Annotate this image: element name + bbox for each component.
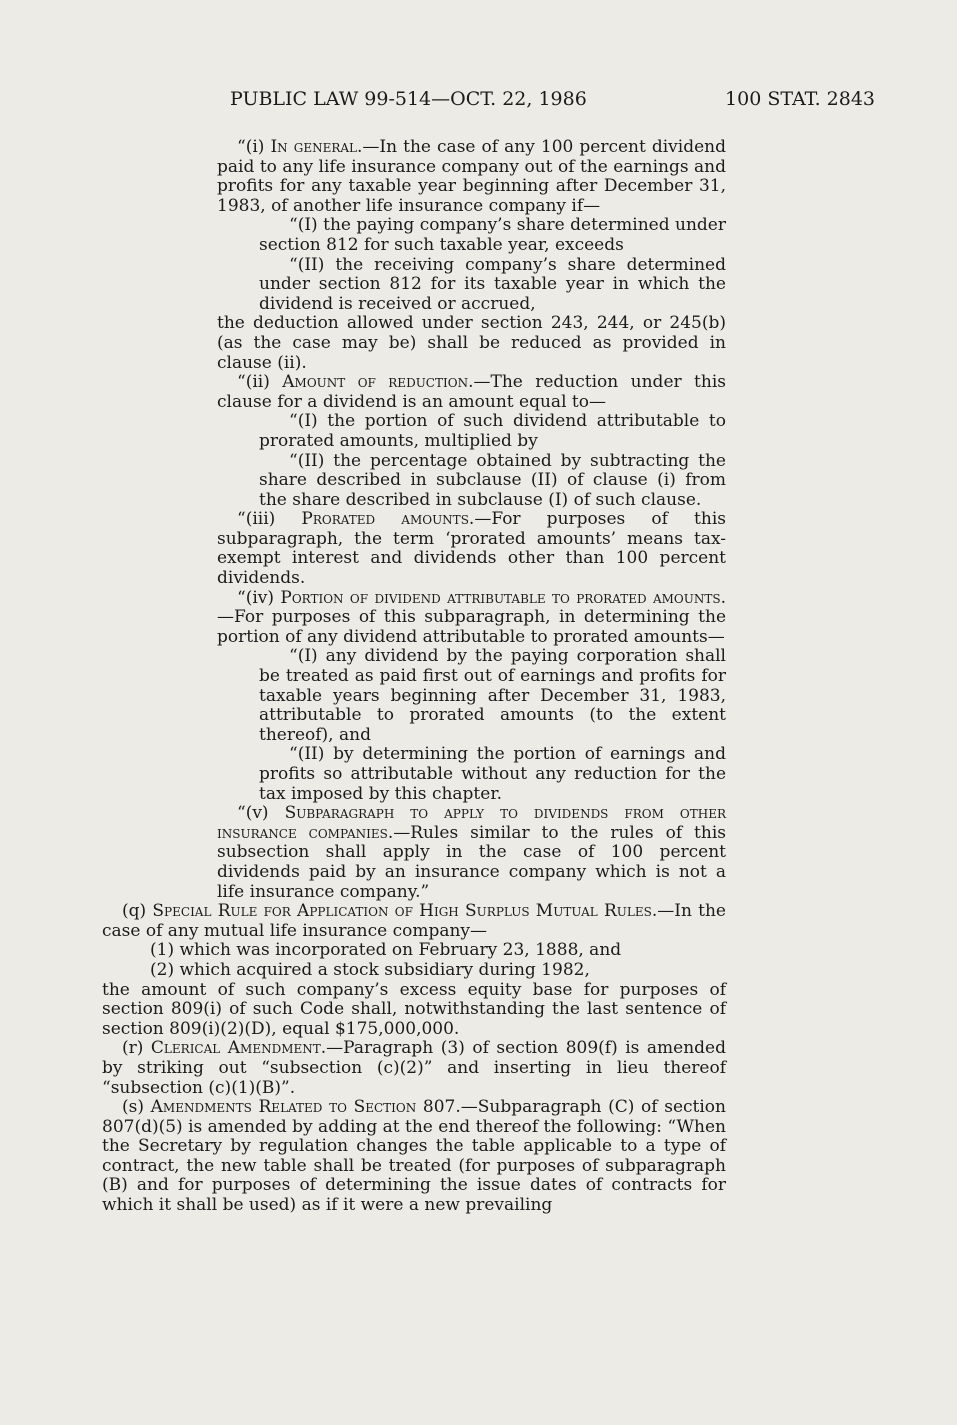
clause-iii: “(iii) Prorated amounts.—For purposes of this subparagraph, the term ‘prorated amounts’ means tax-exempt interest and dividends other than 100 percent dividends.	[217, 509, 727, 589]
clause-v-heading: Subparagraph to apply to dividends from other insurance companies	[217, 803, 726, 843]
clause-iv-heading: Portion of dividend attributable to prorated amounts	[280, 587, 721, 608]
clause-ii-subclause-II: “(II) the percentage obtained by subtracting the share described in subclause (II) of clause (i) from the share described in subclause (I) of such clause.	[259, 450, 726, 510]
clause-ii-heading: Amount of reduction	[282, 372, 469, 393]
subsection-q-continuation: the amount of such company’s excess equity base for purposes of section 809(i) of such Code shall, notwithstanding the last sentence of section 809(i)(2)(D), equal $175,000,000.	[102, 979, 726, 1039]
subsection-r: (r) Clerical Amendment.—Paragraph (3) of section 809(f) is amended by striking out “subsection (c)(2)” and inserting in lieu thereof “subsection (c)(1)(B)”.	[102, 1038, 727, 1098]
subsection-r-heading: Clerical Amendment	[150, 1038, 321, 1059]
clause-i-heading: In general	[270, 137, 358, 157]
subsection-q: (q) Special Rule for Application of High Surplus Mutual Rules.—In the case of any mutual life insurance company—	[102, 901, 726, 941]
clause-ii-subclause-I: “(I) the portion of such dividend attributable to prorated amounts, multiplied by	[259, 411, 726, 451]
clause-i-subclause-I: “(I) the paying company’s share determined under section 812 for such taxable year, exceeds	[259, 215, 726, 255]
clause-i-continuation: the deduction allowed under section 243, 244, or 245(b) (as the case may be) shall be reduced as provided in clause (ii).	[217, 313, 726, 373]
subsection-s: (s) Amendments Related to Section 807.—Subparagraph (C) of section 807(d)(5) is amended by adding at the end thereof the following: “When the Secretary by regulation changes the table applicable to a type of contract, the new table shall be treated (for purposes of subparagraph (B) and for purposes of determining the issue dates of contracts for which it shall be used) as if it were a new prevailing	[102, 1097, 726, 1216]
subsection-q-item-1: (1) which was incorporated on February 23, 1888, and	[150, 940, 622, 961]
clause-iv: “(iv) Portion of dividend attributable to prorated amounts.—For purposes of this subparagraph, in determining the portion of any dividend attributable to prorated amounts—	[217, 587, 726, 647]
subsection-q-heading: Special Rule for Application of High Surplus Mutual Rules	[152, 901, 652, 922]
clause-ii: “(ii) Amount of reduction.—The reduction under this clause for a dividend is an amount equal to—	[217, 372, 726, 412]
header-title: PUBLIC LAW 99-514—OCT. 22, 1986	[230, 88, 587, 110]
header-stat: 100 STAT. 2843	[725, 88, 875, 110]
clause-iv-subclause-I: “(I) any dividend by the paying corporation shall be treated as paid first out of earnings and profits for taxable years beginning after December 31, 1983, attributable to prorated amounts (to the extent thereof), and	[259, 646, 726, 745]
clause-iii-heading: Prorated amounts	[301, 509, 469, 530]
page-header	[230, 88, 875, 118]
subsection-q-item-2: (2) which acquired a stock subsidiary during 1982,	[150, 959, 590, 980]
clause-v: “(v) Subparagraph to apply to dividends from other insurance companies.—Rules similar to the rules of this subsection shall apply in the case of 100 percent dividends paid by an insurance company which is not a life insurance company.”	[217, 803, 726, 902]
clause-iv-subclause-II: “(II) by determining the portion of earnings and profits so attributable without any reduction for the tax imposed by this chapter.	[259, 744, 726, 804]
body-text	[102, 138, 726, 1216]
clause-i: “(i) In general.—In the case of any 100 percent dividend paid to any life insurance company out of the earnings and profits for any taxable year beginning after December 31, 1983, of another life insurance company if—	[217, 137, 727, 216]
clause-i-subclause-II: “(II) the receiving company’s share determined under section 812 for its taxable year in which the dividend is received or accrued,	[259, 254, 726, 314]
subsection-s-heading: Amendments Related to Section 807	[150, 1097, 456, 1118]
